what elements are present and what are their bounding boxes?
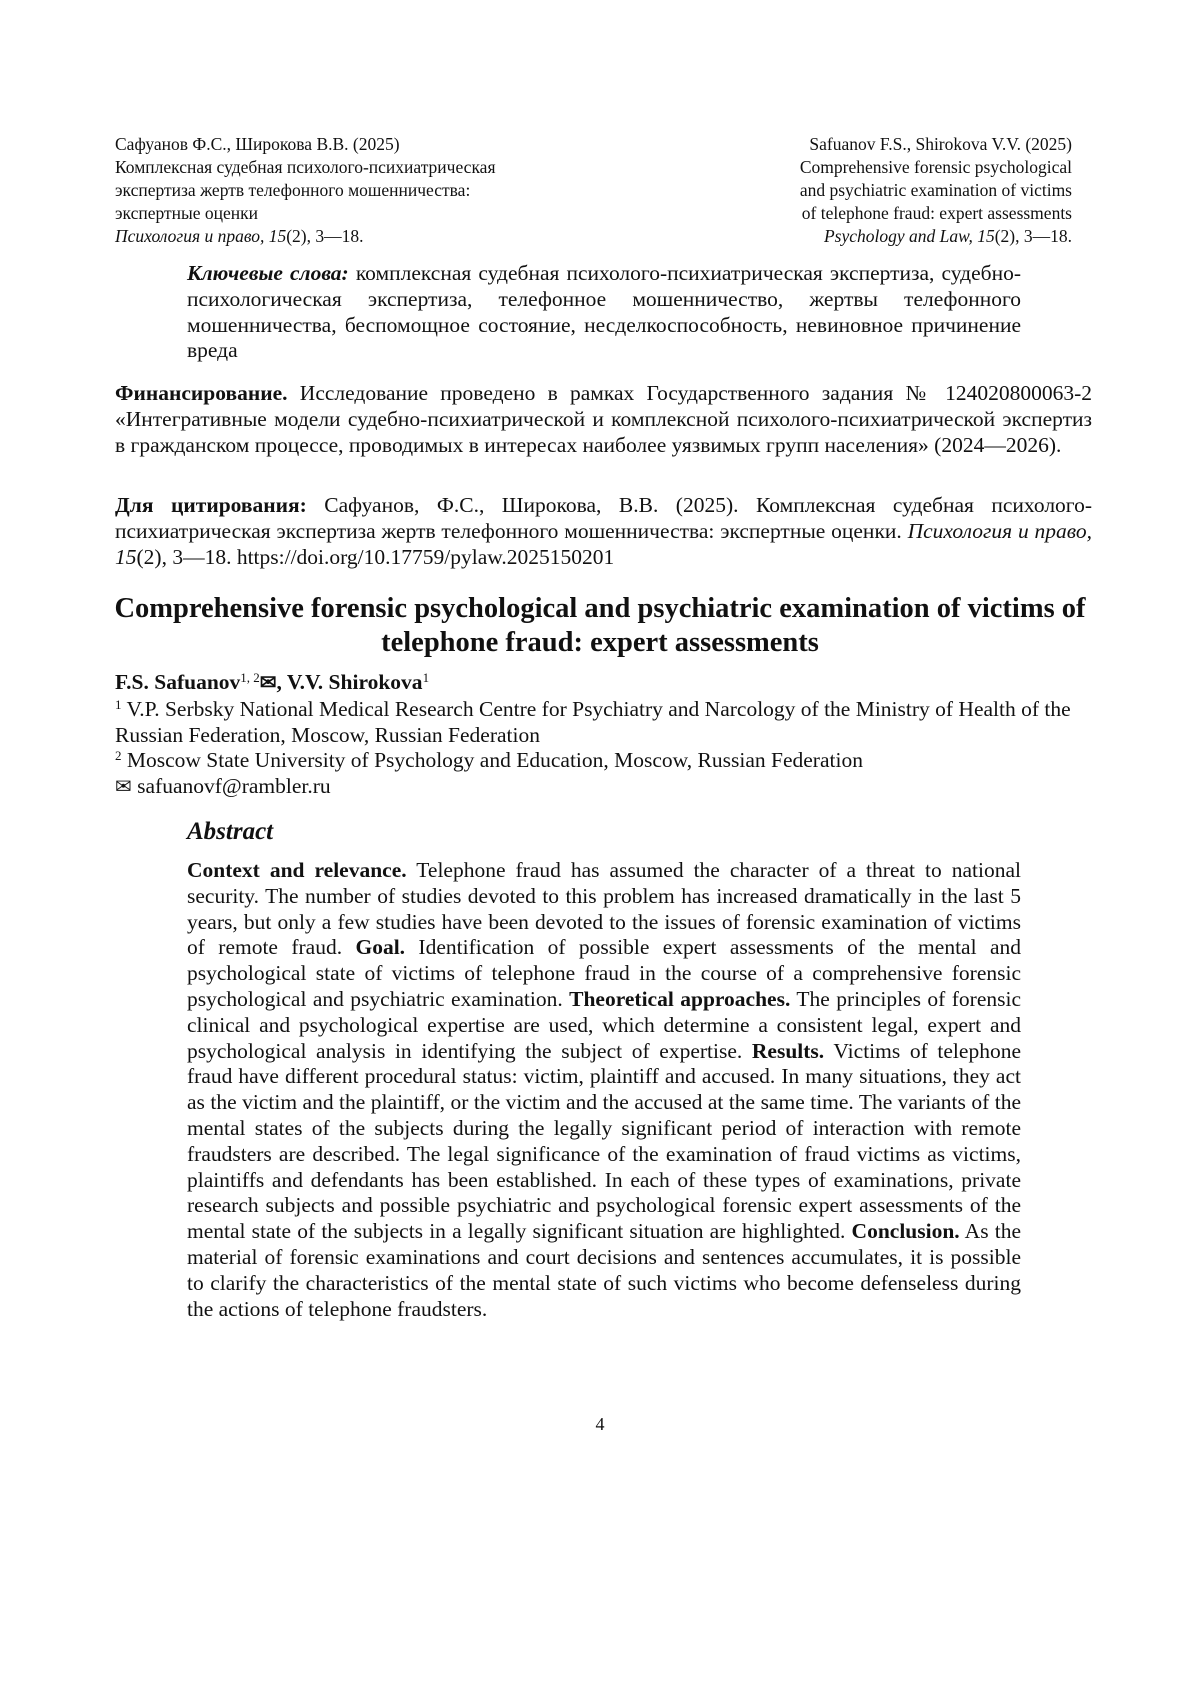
authors-block [115, 670, 1105, 801]
header-authors: Сафуанов Ф.С., Широкова В.В. (2025) [115, 133, 496, 156]
keywords-text: комплексная судебная психолого-психиатрическая экспертиза, судебно-психологическая экспертиза, телефонное мошенничество, жертвы телефонного мошенничества, беспомощное состояние, несделкоспособность, невиновное причинение вреда [187, 261, 1021, 362]
running-header-en [800, 133, 1072, 248]
keywords-ru [187, 261, 1021, 364]
keywords-label: Ключевые слова: [187, 261, 349, 285]
header-title-line: of telephone fraud: expert assessments [800, 202, 1072, 225]
affiliation: 2 Moscow State University of Psychology and Education, Moscow, Russian Federation [115, 748, 1105, 774]
author-name: F.S. Safuanov [115, 670, 240, 694]
header-authors: Safuanov F.S., Shirokova V.V. (2025) [800, 133, 1072, 156]
abstract-text: Context and relevance. Telephone fraud has assumed the character of a threat to national security. The number of studies devoted to this problem has increased dramatically in the last 5 years, but only a few studies have been devoted to the issues of forensic examination of victims of remote fraud. Goal. Identification of possible expert assessments of the mental and psychological state of victims of telephone fraud in the course of a comprehensive forensic psychological and psychiatric examination. Theoretical approaches. The principles of forensic clinical and psychological expertise are used, which determine a consistent legal, expert and psychological analysis in identifying the subject of expertise. Results. Victims of telephone fraud have different procedural status: victim, plaintiff and accused. In many situations, they act as the victim and the plaintiff, or the victim and the accused at the same time. The variants of the mental states of the subjects during the legally significant period of interaction with remote fraudsters are described. The legal significance of the examination of fraud victims as victims, plaintiffs and defendants has been established. In each of these types of examinations, private research subjects and possible psychiatric and psychological forensic expert assessments of the mental state of the subjects in a legally significant situation are highlighted. Conclusion. As the material of forensic examinations and court decisions and sentences accumulates, it is possible to clarify the characteristics of the mental state of such victims who become defenseless during the actions of telephone fraudsters. [187, 858, 1021, 1322]
citation-label: Для цитирования: [115, 493, 307, 517]
author-line: F.S. Safuanov1, 2✉, V.V. Shirokova1 [115, 670, 1105, 697]
doi-link[interactable]: (2), 3—18. https://doi.org/10.17759/pylaw.2025150201 [137, 545, 615, 569]
affiliation: 1 V.P. Serbsky National Medical Research Centre for Psychiatry and Narcology of the Ministry of Health of the Russian Federation, Moscow, Russian Federation [115, 697, 1105, 749]
header-title-line: Комплексная судебная психолого-психиатрическая [115, 156, 496, 179]
page-number: 4 [0, 1414, 1200, 1435]
envelope-icon: ✉ [115, 775, 132, 801]
funding-text: Исследование проведено в рамках Государственного задания № 124020800063-2 «Интегративные модели судебно-психиатрической и комплексной психолого-психиатрической экспертиз в гражданском процессе, проводимых в интересах наиболее уязвимых групп населения» (2024—2026). [115, 381, 1092, 457]
header-journal: Психология и право, 15(2), 3—18. [115, 225, 496, 248]
header-title-line: экспертные оценки [115, 202, 496, 225]
email-link[interactable]: safuanovf@rambler.ru [137, 774, 331, 798]
citation: Для цитирования: Сафуанов, Ф.С., Широкова, В.В. (2025). Комплексная судебная психолого-психиатрическая экспертиза жертв телефонного мошенничества: экспертные оценки. Психология и право, 15(2), 3—18. https://doi.org/10.17759/pylaw.2025150201 [115, 493, 1092, 570]
header-journal: Psychology and Law, 15(2), 3—18. [800, 225, 1072, 248]
envelope-icon: ✉ [260, 671, 277, 697]
funding-label: Финансирование. [115, 381, 288, 405]
article-title: Comprehensive forensic psychological and psychiatric examination of victims of telephone fraud: expert assessments [100, 592, 1100, 660]
funding [115, 381, 1092, 458]
header-title-line: and psychiatric examination of victims [800, 179, 1072, 202]
header-title-line: экспертиза жертв телефонного мошенничества: [115, 179, 496, 202]
running-header-ru [115, 133, 496, 248]
author-name: V.V. Shirokova [287, 670, 423, 694]
abstract-heading: Abstract [187, 818, 273, 846]
header-title-line: Comprehensive forensic psychological [800, 156, 1072, 179]
email-line [115, 774, 1105, 801]
